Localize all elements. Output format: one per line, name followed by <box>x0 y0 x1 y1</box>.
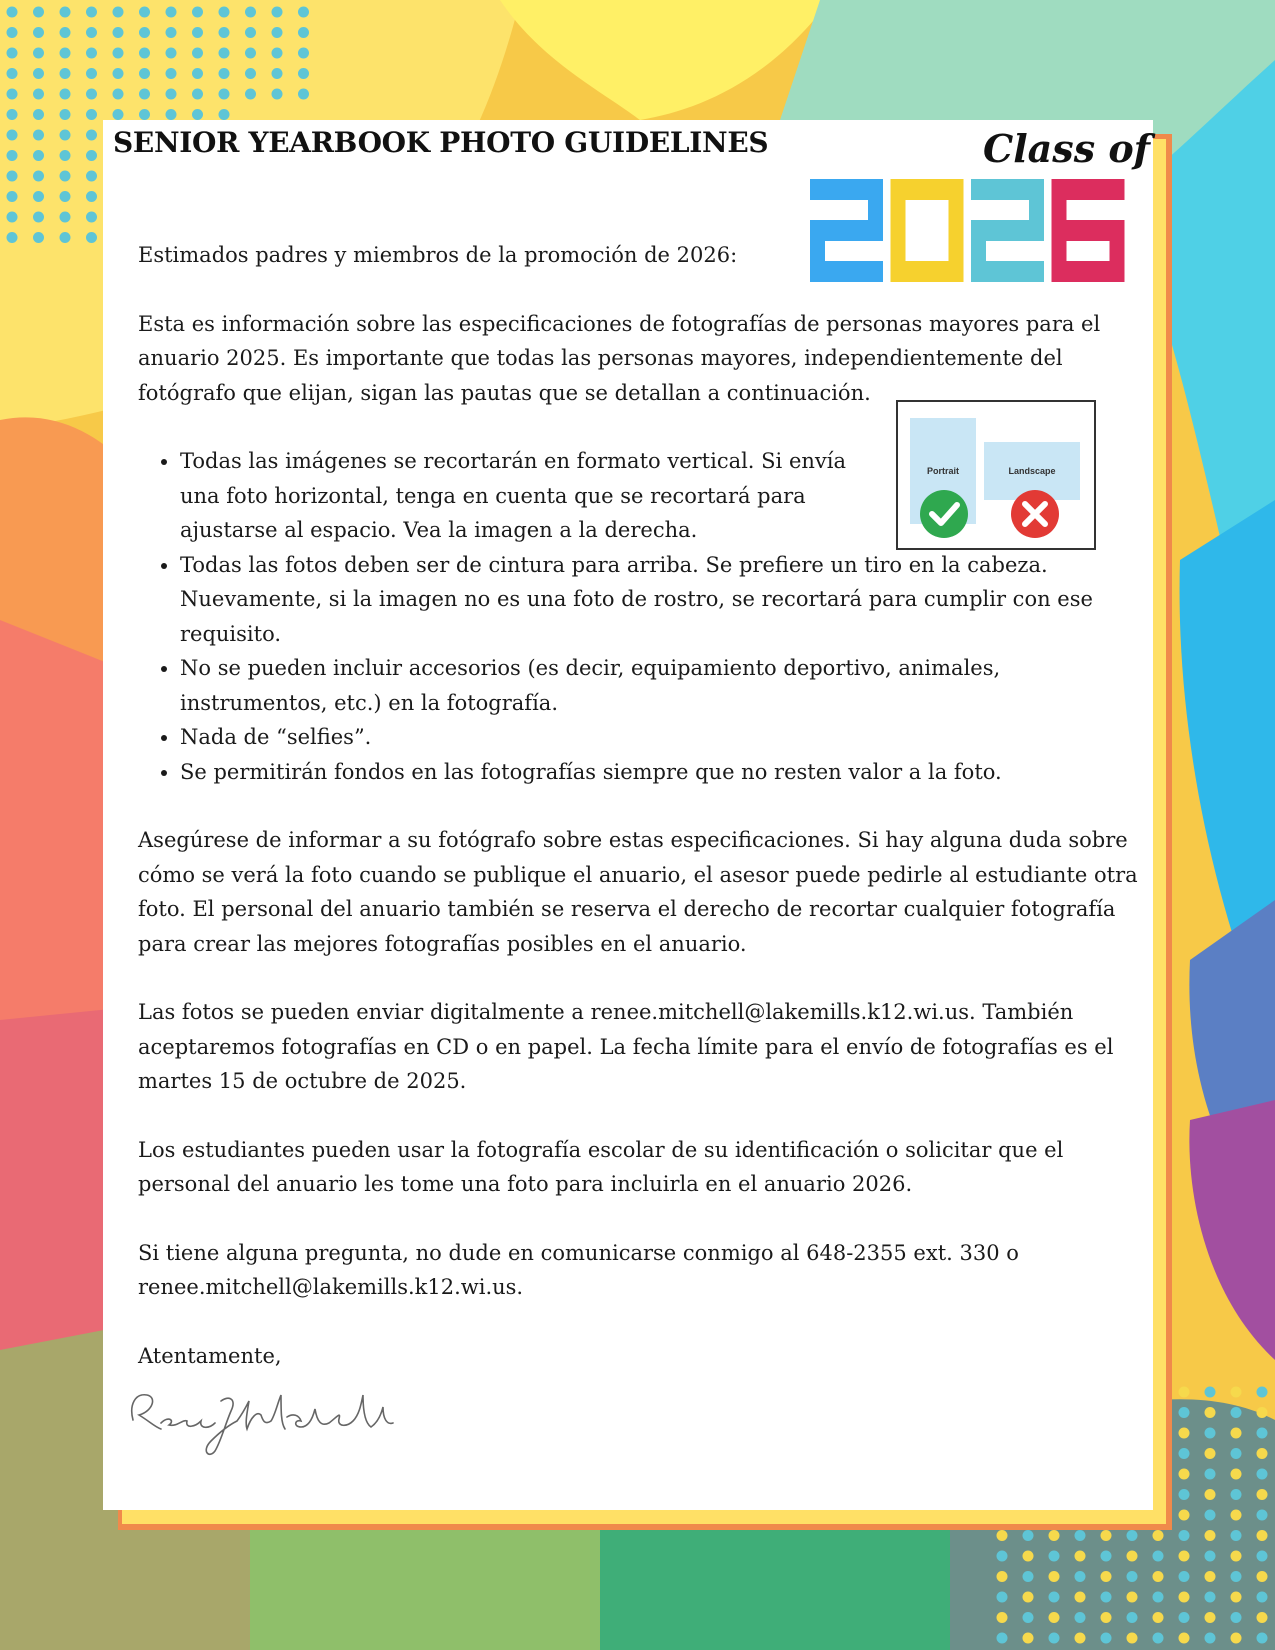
letter-page <box>103 120 1153 1510</box>
send-paragraph: Las fotos se pueden enviar digitalmente a renee.mitchell@lakemills.k12.wi.us. También aceptaremos fotografías en CD o en papel. La fecha límite para el envío de fotografías es el martes 15 de octubre de 2025. <box>138 1000 1114 1093</box>
questions-paragraph: Si tiene alguna pregunta, no dude en comunicarse conmigo al 648-2355 ext. 330 o renee.mitchell@lakemills.k12.wi.us. <box>138 1240 1019 1299</box>
intro-paragraph: Esta es información sobre las especificaciones de fotografías de personas mayores para el anuario 2025. Es importante que todas las personas mayores, independientemente del fotógrafo que elijan, sigan las pautas que se detallan a continuación. <box>138 311 1101 405</box>
students-paragraph: Los estudiantes pueden usar la fotografía escolar de su identificación o solicitar que el personal del anuario les tome una foto para incluirla en el anuario 2026. <box>138 1137 1064 1196</box>
orientation-figure <box>896 400 1096 550</box>
landscape-label: Landscape <box>1008 466 1056 476</box>
guideline-item: • Todas las fotos deben ser de cintura para arriba. Se prefiere un tiro en la cabeza. Nuevamente, si la imagen no es una foto de rostro, se recortará para cumplir con ese requisito. <box>180 548 1138 652</box>
greeting: Estimados padres y miembros de la promoción de 2026: <box>138 243 738 267</box>
inform-paragraph: Asegúrese de informar a su fotógrafo sobre estas especificaciones. Si hay alguna duda sobre cómo se verá la foto cuando se publique el anuario, el asesor puede pedirle al estudiante otra foto. El personal del anuario también se reserva el derecho de recortar cualquier fotografía para crear las mejores fotografías posibles en el anuario. <box>138 828 1138 956</box>
class-of-label: Class of <box>983 126 1151 171</box>
check-icon <box>920 490 968 538</box>
guideline-item: • Nada de “selfies”. <box>180 720 1138 755</box>
guideline-item: • Se permitirán fondos en las fotografías siempre que no resten valor a la foto. <box>180 755 1138 790</box>
signature <box>125 1365 395 1460</box>
page-title: SENIOR YEARBOOK PHOTO GUIDELINES <box>113 126 769 159</box>
guideline-item: • Todas las imágenes se recortarán en formato vertical. Si envía una foto horizontal, tenga en cuenta que se recortará para ajustarse al espacio. Vea la imagen a la derecha. <box>180 444 870 548</box>
closing: Atentamente, <box>138 1343 282 1368</box>
portrait-label: Portrait <box>926 466 960 476</box>
guideline-item: • No se pueden incluir accesorios (es decir, equipamiento deportivo, animales, instrumentos, etc.) en la fotografía. <box>180 651 1138 720</box>
x-icon <box>1011 490 1059 538</box>
